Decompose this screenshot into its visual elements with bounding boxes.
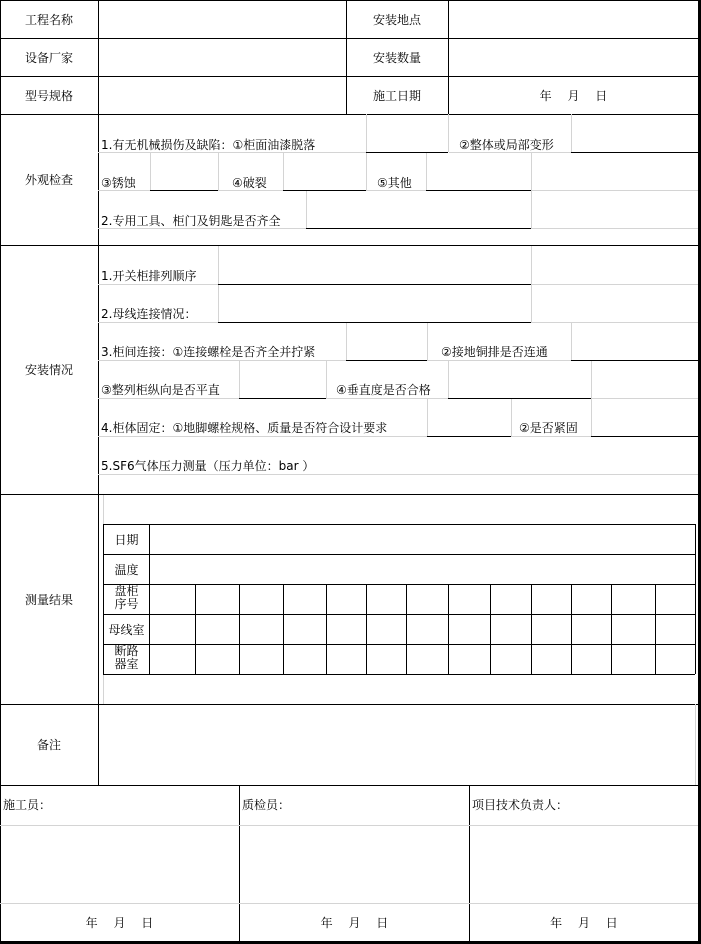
crack-input[interactable] xyxy=(284,153,366,190)
installation-item-1: 1.开关柜排列顺序 xyxy=(101,269,197,283)
cabinet-number-cell[interactable] xyxy=(449,585,490,614)
busbar-room-cell[interactable] xyxy=(240,615,283,644)
busbar-room-cell[interactable] xyxy=(327,615,366,644)
appearance-item-1: 1.有无机械损伤及缺陷：①柜面油漆脱落 xyxy=(101,138,316,152)
project-name-label: 工程名称 xyxy=(24,12,73,27)
deformation-blank xyxy=(571,152,698,153)
row-label-temperature: 温度 xyxy=(114,563,139,577)
construction-date-field[interactable]: 年 月 日 xyxy=(539,89,608,103)
fastened-blank xyxy=(591,436,698,437)
gridline xyxy=(531,246,532,322)
divider xyxy=(0,245,698,246)
busbar-room-cell[interactable] xyxy=(284,615,326,644)
divider xyxy=(0,785,698,786)
busbar-room-cell[interactable] xyxy=(572,615,611,644)
gridline xyxy=(427,322,428,360)
remarks-label: 备注 xyxy=(36,738,61,752)
gridline xyxy=(98,322,218,323)
gridline xyxy=(531,284,698,285)
installation-item-4-fastened: ②是否紧固 xyxy=(519,421,578,435)
busbar-room-cell[interactable] xyxy=(407,615,448,644)
cabinet-number-cell[interactable] xyxy=(572,585,611,614)
appearance-item-1-other: ⑤其他 xyxy=(377,176,412,190)
busbar-input[interactable] xyxy=(219,285,531,322)
constructor-signature-field[interactable] xyxy=(1,826,239,903)
rust-blank xyxy=(150,190,218,191)
appearance-item-1-deformation: ②整体或局部变形 xyxy=(459,138,554,152)
appearance-item-1-crack: ④破裂 xyxy=(232,176,267,190)
gridline xyxy=(98,436,427,437)
installation-item-3-straightness: ③整列柜纵向是否平直 xyxy=(101,383,220,397)
appearance-item-1-rust: ③锈蚀 xyxy=(101,176,136,190)
busbar-room-cell[interactable] xyxy=(196,615,239,644)
busbar-room-cell[interactable] xyxy=(367,615,406,644)
tech-lead-signature-field[interactable] xyxy=(470,826,698,903)
breaker-room-cell[interactable] xyxy=(284,645,326,674)
cabinet-number-cell[interactable] xyxy=(284,585,326,614)
rust-input[interactable] xyxy=(151,153,218,190)
cabinet-number-cell[interactable] xyxy=(150,585,195,614)
busbar-room-cell[interactable] xyxy=(491,615,531,644)
cabinet-number-cell[interactable] xyxy=(491,585,531,614)
installation-item-2: 2.母线连接情况： xyxy=(101,307,197,321)
divider xyxy=(98,114,99,494)
bolts-blank xyxy=(346,360,427,361)
divider xyxy=(0,114,698,115)
gridline xyxy=(98,284,218,285)
straightness-input[interactable] xyxy=(240,361,326,398)
breaker-room-cell[interactable] xyxy=(491,645,531,674)
project-name-field[interactable] xyxy=(99,1,345,38)
bolts-input[interactable] xyxy=(347,323,427,360)
installation-item-3-ground: ②接地铜排是否连通 xyxy=(441,345,548,359)
busbar-room-cell[interactable] xyxy=(449,615,490,644)
construction-date-label: 施工日期 xyxy=(372,88,421,103)
anchor-bolts-blank xyxy=(427,436,511,437)
manufacturer-label: 设备厂家 xyxy=(24,50,73,65)
row-label-date: 日期 xyxy=(114,533,139,547)
gridline xyxy=(531,152,532,228)
gridline xyxy=(98,190,150,191)
tools-blank xyxy=(306,228,531,229)
gridline xyxy=(366,152,367,190)
gridline xyxy=(591,360,592,398)
anchor-bolts-input[interactable] xyxy=(428,399,511,436)
arrangement-input[interactable] xyxy=(219,247,531,284)
breaker-room-cell[interactable] xyxy=(449,645,490,674)
remarks-field[interactable] xyxy=(99,705,695,785)
gridline xyxy=(695,704,696,785)
breaker-room-cell[interactable] xyxy=(367,645,406,674)
breaker-room-cell[interactable] xyxy=(327,645,366,674)
fastened-input[interactable] xyxy=(592,399,698,436)
install-location-label: 安装地点 xyxy=(372,12,421,27)
gridline xyxy=(531,190,698,191)
table-line xyxy=(695,524,696,674)
straightness-blank xyxy=(239,398,326,399)
tech-lead-label: 项目技术负责人： xyxy=(472,798,569,812)
installation-item-3-verticality: ④垂直度是否合格 xyxy=(336,383,431,397)
cabinet-number-cell[interactable] xyxy=(612,585,655,614)
tools-complete-input[interactable] xyxy=(307,191,531,228)
gridline xyxy=(218,152,219,190)
breaker-room-cell[interactable] xyxy=(407,645,448,674)
installation-item-4: 4.柜体固定：①地脚螺栓规格、质量是否符合设计要求 xyxy=(101,421,388,435)
inspector-signature-field[interactable] xyxy=(240,826,469,903)
cabinet-number-cell[interactable] xyxy=(240,585,283,614)
verticality-input[interactable] xyxy=(449,361,591,398)
row-label-cabinet-number: 盘柜序号 xyxy=(114,585,139,611)
gridline xyxy=(448,114,449,152)
installation-item-3: 3.柜间连接：①连接螺栓是否齐全并拧紧 xyxy=(101,345,316,359)
row-label-breaker-room: 断路器室 xyxy=(114,645,139,671)
gridline xyxy=(531,228,698,229)
cabinet-number-cell[interactable] xyxy=(407,585,448,614)
paint-peeling-input[interactable] xyxy=(367,116,448,152)
date-input[interactable] xyxy=(150,525,695,554)
busbar-room-cell[interactable] xyxy=(532,615,571,644)
gridline xyxy=(98,474,698,475)
divider xyxy=(98,494,99,704)
gridline xyxy=(326,360,327,398)
breaker-room-cell[interactable] xyxy=(196,645,239,674)
cabinet-number-cell[interactable] xyxy=(656,585,695,614)
installation-section-label: 安装情况 xyxy=(24,363,73,377)
install-location-field[interactable] xyxy=(449,1,698,38)
appearance-item-2: 2.专用工具、柜门及钥匙是否齐全 xyxy=(101,214,281,228)
gridline xyxy=(98,398,239,399)
constructor-label: 施工员： xyxy=(3,798,52,812)
gridline xyxy=(511,436,591,437)
measurement-section-label: 测量结果 xyxy=(24,592,73,607)
busbar-room-cell[interactable] xyxy=(656,615,695,644)
tech-lead-date[interactable]: 年 月 日 xyxy=(550,916,618,930)
appearance-section-label: 外观检查 xyxy=(24,173,73,187)
table-line xyxy=(103,674,695,675)
cabinet-number-cell[interactable] xyxy=(196,585,239,614)
deformation-input[interactable] xyxy=(572,116,698,152)
breaker-room-cell[interactable] xyxy=(572,645,611,674)
installation-item-5: 5.SF6气体压力测量（压力单位：bar ） xyxy=(101,459,315,473)
breaker-room-cell[interactable] xyxy=(656,645,695,674)
other-input[interactable] xyxy=(427,153,531,190)
busbar-room-cell[interactable] xyxy=(150,615,195,644)
divider xyxy=(0,494,698,495)
cabinet-number-cell[interactable] xyxy=(367,585,406,614)
breaker-room-cell[interactable] xyxy=(612,645,655,674)
cabinet-number-cell[interactable] xyxy=(532,585,571,614)
busbar-room-cell[interactable] xyxy=(612,615,655,644)
breaker-room-cell[interactable] xyxy=(150,645,195,674)
gridline xyxy=(218,190,284,191)
manufacturer-field[interactable] xyxy=(99,39,345,76)
inspector-date[interactable]: 年 月 日 xyxy=(320,916,389,930)
model-field[interactable] xyxy=(99,77,345,114)
ground-bar-input[interactable] xyxy=(572,323,698,360)
constructor-date[interactable]: 年 月 日 xyxy=(85,916,154,930)
gridline xyxy=(511,398,512,436)
model-label: 型号规格 xyxy=(24,88,73,103)
temperature-input[interactable] xyxy=(150,555,695,584)
breaker-room-cell[interactable] xyxy=(240,645,283,674)
gridline xyxy=(98,228,306,229)
row-label-busbar-room: 母线室 xyxy=(108,623,145,637)
breaker-room-cell[interactable] xyxy=(532,645,571,674)
inspector-label: 质检员： xyxy=(242,798,291,812)
install-quantity-label: 安装数量 xyxy=(372,50,421,65)
cabinet-number-cell[interactable] xyxy=(327,585,366,614)
install-quantity-field[interactable] xyxy=(449,39,698,76)
